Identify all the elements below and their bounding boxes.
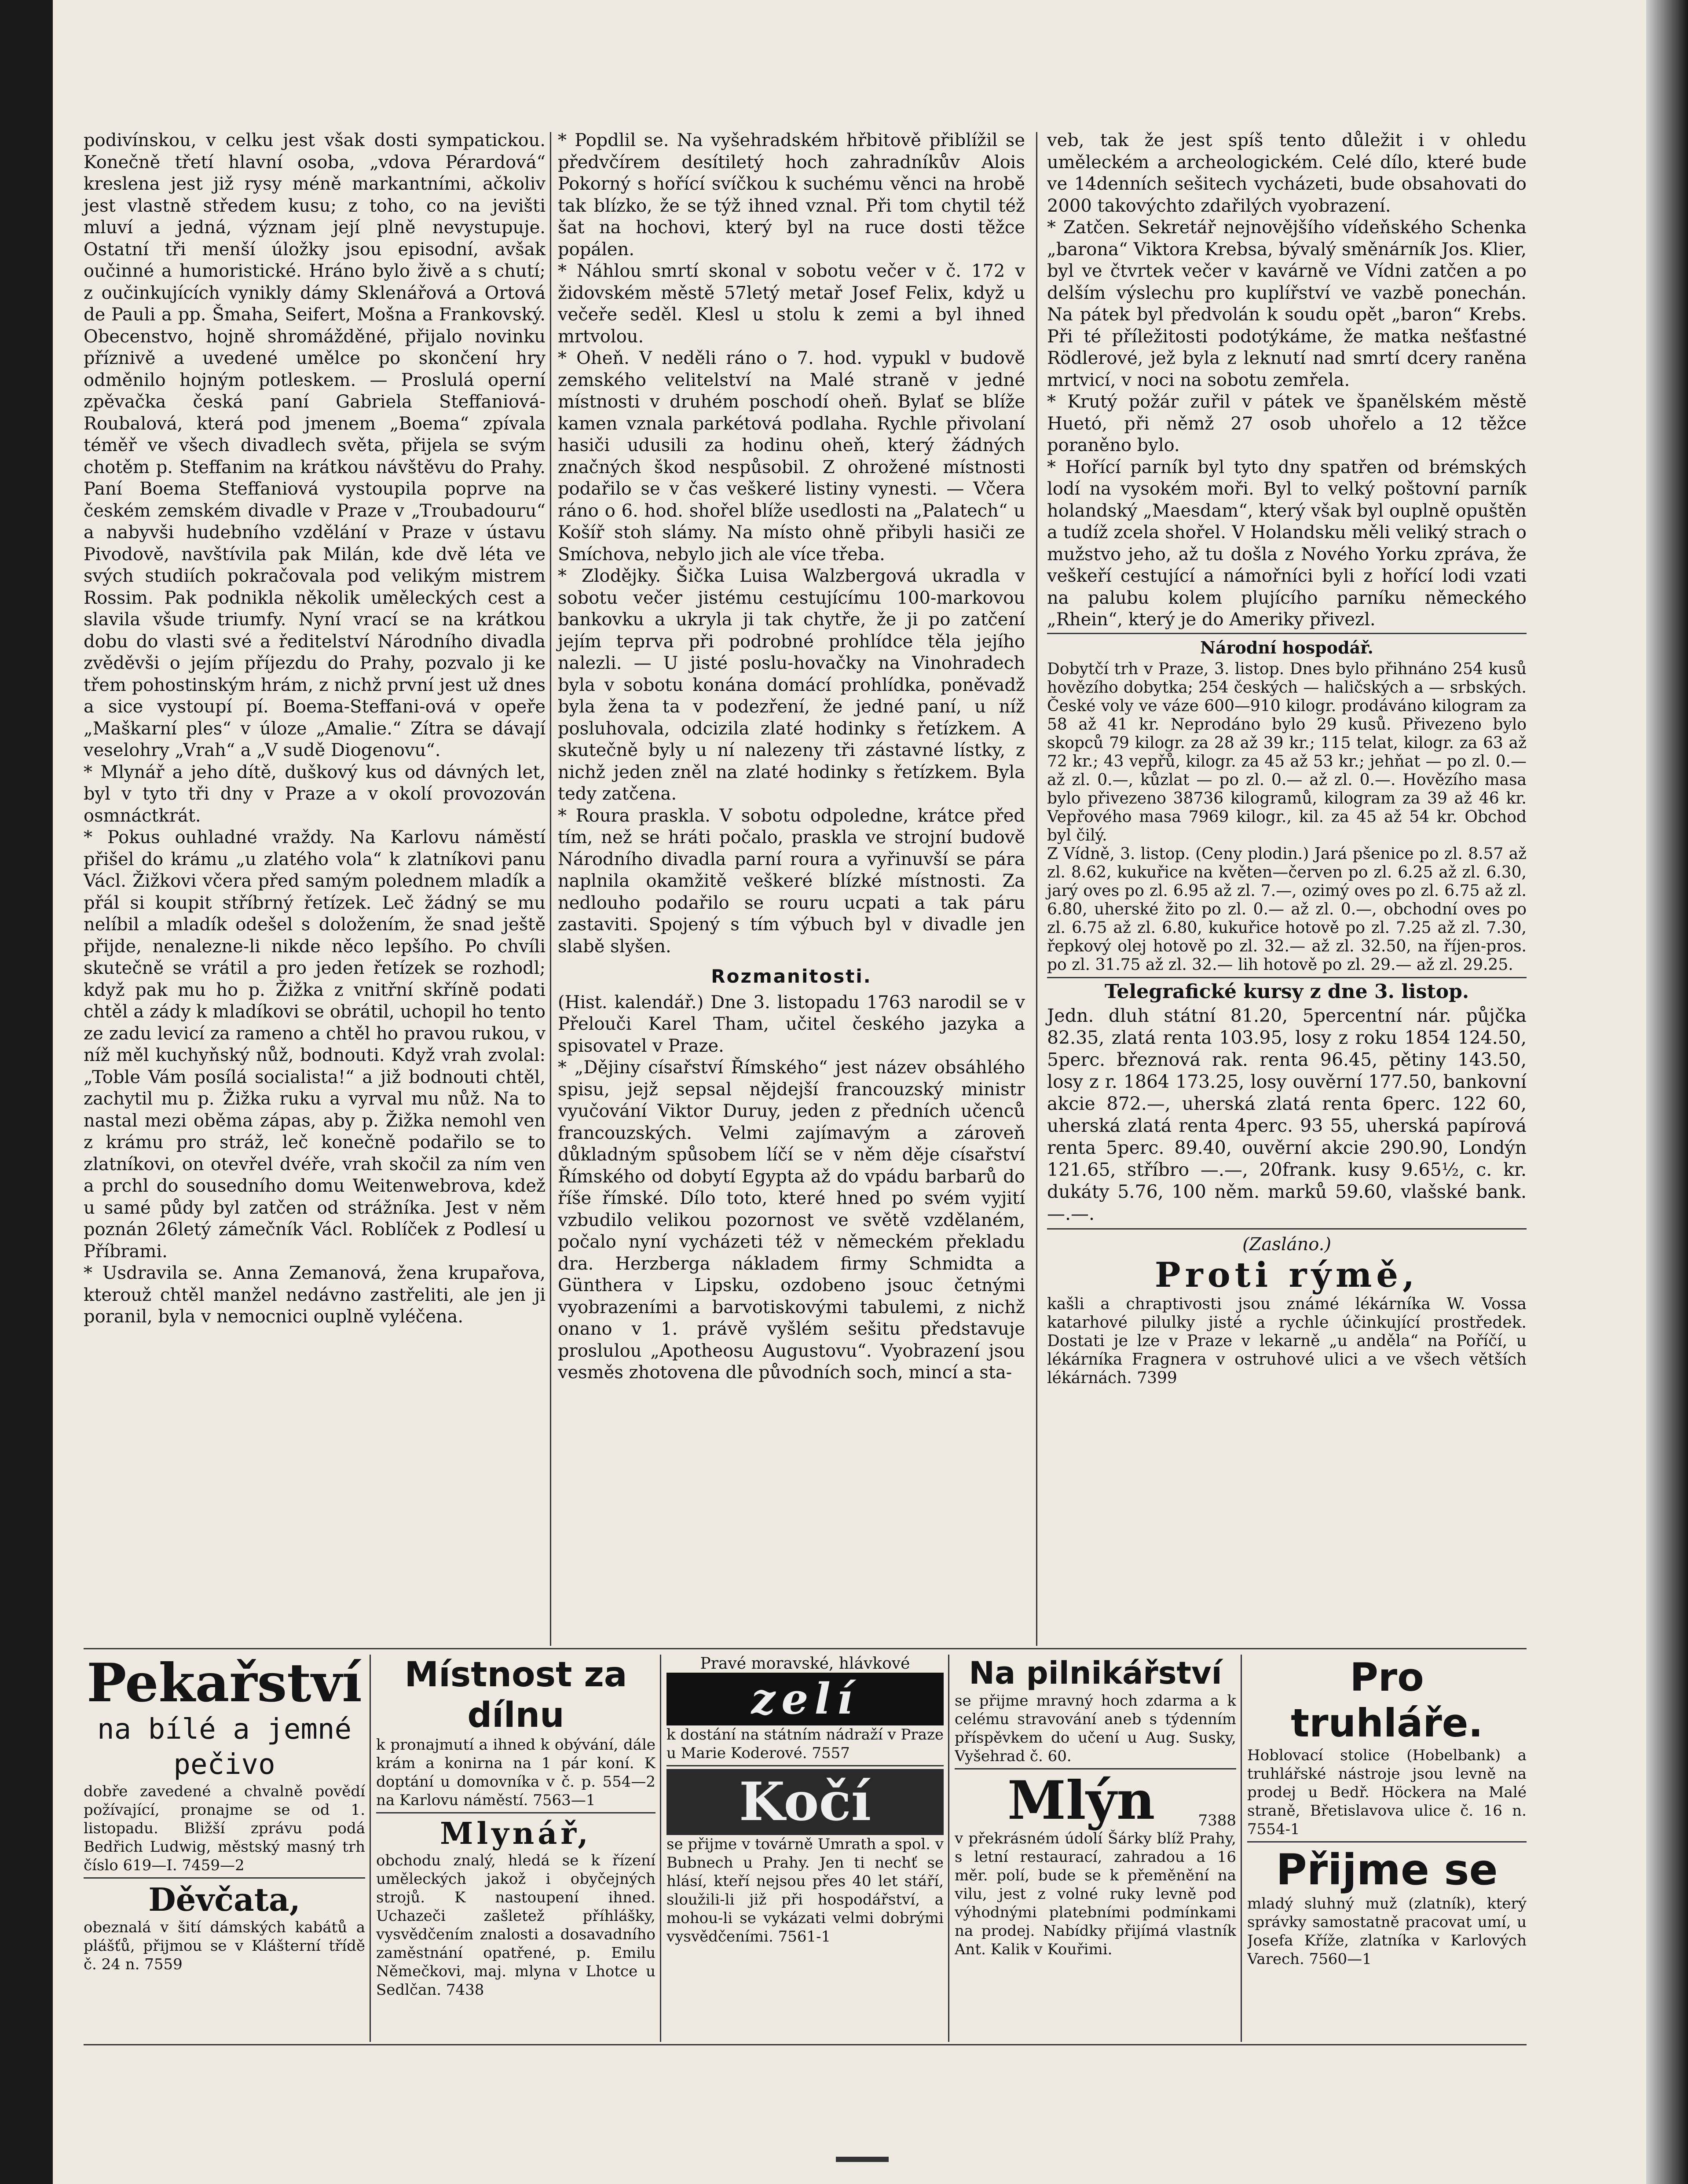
article-paragraph: * Popdlil se. Na vyšehradském hřbitově přiblížil se předvčírem desítiletý hoch zahradníkův Alois Pokorný s hořící svíčkou k suchému věnci na hrobě tak blízko, že se týž ihned vznal. Při tom chytil též šat na hochovi, který byl na ruce dosti těžce popálen. xyxy=(558,130,1025,260)
ad-subtitle: na bílé a jemné pečivo xyxy=(97,1713,352,1781)
ad-header: Pravé moravské, hlávkové xyxy=(700,1655,910,1673)
market-report: Z Vídně, 3. listop. (Ceny plodin.) Jará pšenice po zl. 8.57 až zl. 8.62, kukuřice na květen—červen po zl. 6.25 až zl. 6.30, jarý oves po zl. 6.95 až zl. 7.—, ozimý oves po zl. 6.75 až zl. 6.80, uherské žito po zl. 0.— až zl. 0.—, obchodní oves po zl. 6.75 až zl. 6.80, kukuřice hotově po zl. 7.25 až zl. 7.30, řepkový olej hotově po zl. 32.— až zl. 32.50, na říjen-pros. po zl. 31.75 až zl. 32.— lih hotově po zl. 29.— až zl. 29.25. xyxy=(1047,845,1527,974)
ad-text: obchodu znalý, hledá se k řízení uměleckých jakož i obyčejných strojů. K nastoupení ihned. Uchazeči zašletež příhlášky, vysvědčením znalosti a dosavadního zaměstnání opatřené, p. Emilu Němečkovi, maj. mlyna v Lhotce u Sedlčan. 7438 xyxy=(376,1852,655,1999)
ad-divider xyxy=(1241,1655,1242,2042)
ad-number: 7388 xyxy=(1198,1812,1236,1829)
article-paragraph: (Hist. kalendář.) Dne 3. listopadu 1763 narodil se v Přelouči Karel Tham, učitel českého jazyka a spisovatel v Praze. xyxy=(558,992,1025,1056)
article-paragraph: * Mlynář a jeho dítě, duškový kus od dávných let, byl v tyto tři dny v Praze a v okolí provozován osmnáctkrát. xyxy=(84,762,546,826)
section-divider xyxy=(1047,633,1527,634)
ad-title: Přijme se xyxy=(1276,1845,1498,1894)
article-paragraph: * Roura praskla. V sobotu odpoledne, krátce před tím, než se hráti počalo, praskla ve strojní budově Národního divadla parní roura a vyřinuvší se pára naplnila okamžitě veškeré blízké místnosti. Za nedlouho podařilo se rouru ucpati a tak páru zastaviti. Spojený s tím výbuch byl v divadle jen slabě slyšen. xyxy=(558,805,1025,957)
ad-divider xyxy=(660,1655,661,2042)
scan-right-edge xyxy=(1646,0,1688,2184)
article-paragraph: * Náhlou smrtí skonal v sobotu večer v č. 172 v židovském městě 57letý metař Josef Felix, když u večeře seděl. Klesl u stolu k zemi a byl ihned mrtvolou. xyxy=(558,261,1025,347)
ad-truhlare-prijme xyxy=(1247,1655,1527,2042)
scan-left-edge xyxy=(0,0,53,2184)
ad-title: Na pilnikářství xyxy=(969,1655,1222,1691)
article-paragraph: * Krutý požár zuřil v pátek ve španělském městě Huetó, při němž 27 osob uhořelo a 12 těžce poraněno bylo. xyxy=(1047,392,1527,455)
column-2 xyxy=(558,130,1025,1384)
ad-text: Hoblovací stolice (Hobelbank) a truhlářské nástroje jsou levně na prodej u Bedř. Höckera na Malé straně, Břetislavova ulice č. 16 n. 7554-1 xyxy=(1247,1747,1527,1838)
ad-pilnikarstvi-mlyn xyxy=(955,1655,1236,2042)
ad-title: Místnost za dílnu xyxy=(404,1655,627,1735)
ad-title: Mlýn xyxy=(1007,1769,1155,1832)
article-paragraph: * Pokus ouhladné vraždy. Na Karlovu náměstí přišel do krámu „u zlatého vola“ k zlatníkovi panu Václ. Žižkovi včera před samým polednem mladík a přál si koupit stříbrný řetízek. Leč žádný se mu nelíbil a mladík odešel s doložením, že snad ještě přijde, nenalezne-li nikde něco lepšího. Po chvíli skutečně se vrátil a pro jeden řetízek se rozhodl; když pak mu ho p. Žižka z vnitřní skříně podati chtěl a zády k mladíkovi se obrátil, uchopil ho tento ze zadu levicí za rameno a chtěl ho pravou rukou, v níž měl kuchyňský nůž, bodnouti. Když vrah zvolal: „Toble Vám posílá socialista!“ a již bodnouti chtěl, zachytil mu p. Žižka ruku a vyrval mu nůž. Na to nastal mezi oběma zápas, aby p. Žižka nemohl ven z krámu pro stráž, leč konečně podařilo se to zlatníkovi, on otevřel dvéře, vrah skočil za ním ven a prchl do sousedního domu Weitenwebrova, kdež u samé půdy byl zatčen od strážníka. Jest v něm poznán 26letý zámečník Václ. Roblíček z Podlesí u Příbrami. xyxy=(84,827,546,1262)
ad-text: se přijme mravný hoch zdarma a k celému stravování aneb s týdenním příspěvkem do učení u Aug. Susky, Vyšehrad č. 60. xyxy=(955,1692,1236,1765)
ad-text: obeznalá v šití dámských kabátů a plášťů, přijmou se v Klášterní třídě č. 24 n. 7559 xyxy=(84,1919,365,1973)
ad-text: v překrásném údolí Šárky blíž Prahy, s letní restaurací, zahradou a 16 měr. polí, bude se k přeměnění na vilu, jest z volné ruky levně pod výhodnými platebními podmínkami na prodej. Nabídky přijímá vlastník Ant. Kalik v Kouřimi. xyxy=(955,1830,1236,1958)
article-paragraph: * Zlodějky. Šička Luisa Walzbergová ukradla v sobotu večer jistému cestujícímu 100-markovou bankovku a ukryla ji tak chytře, že ji po zatčení jejím teprva při podrobné prohlídce těla jejího nalezli. — U jisté poslu-hovačky na Vinohradech byla v sobotu konána domácí prohlídka, poněvadž byla žena ta v podezření, že jedné paní, u níž posluhovala, odcizila zlaté hodinky s řetízkem. A skutečně byly u ní nalezeny tři zástavné lístky, z nichž jeden zněl na zlaté hodinky s řetízkem. Byla tedy zatčena. xyxy=(558,566,1025,804)
ad-divider xyxy=(1247,1841,1527,1843)
section-title-hospodar: Národní hospodář. xyxy=(1200,637,1373,657)
article-paragraph: * Zatčen. Sekretář nejnovějšího vídeňského Schenka „barona“ Viktora Krebsa, bývalý směnárník Jos. Klier, byl ve čtvrtek večer v kavárně ve Vídni zatčen a po delším výslechu pro kuplířství ve vazbě ponechán. Na pátek byl předvolán k soudu opět „baron“ Krebs. Při té příležitosti podotýkáme, že matka nešťastné Rödlerové, jež byla z leknutí nad smrtí dcery raněna mrtvicí, v noci na sobotu zemřela. xyxy=(1047,217,1527,390)
ad-title: zelí xyxy=(666,1673,944,1725)
ad-divider xyxy=(666,1765,944,1766)
article-paragraph: * Hořící parník byl tyto dny spatřen od brémských lodí na vysokém moři. Byl to velký poštovní parník holandský „Maesdam“, který však byl ouplně opuštěn a tudíž zcela shořel. V Holandsku měli veliký strach o mužstvo jeho, až tu došla z Nového Yorku zpráva, že veškeří cestující a námořníci byli z hořící lodi vzati na palubu kolem plujícího parníku německého „Rhein“, který je do Ameriky přivezl. xyxy=(1047,457,1527,630)
advertisements xyxy=(84,1655,1527,2042)
footer-mark xyxy=(836,2157,889,2162)
article-paragraph: veb, tak že jest spíš tento důležit i v ohledu uměleckém a archeologickém. Celé dílo, které bude ve 14denních sešitech vycházeti, bude obsahovati do 2000 takovýchto zdařilých vyobrazení. xyxy=(1047,130,1527,216)
ad-pekarstvi xyxy=(84,1655,365,2042)
ad-title: Mlynář, xyxy=(440,1816,592,1851)
section-title-kursy: Telegrafické kursy z dne 3. listop. xyxy=(1104,980,1469,1003)
ads-bottom-rule xyxy=(84,2044,1527,2045)
ad-mistnost xyxy=(376,1655,655,2042)
column-3 xyxy=(1047,130,1527,1387)
ad-text: mladý sluhný muž (zlatník), který správky samostatně pracovat umí, u Josefa Kříže, zlatníka v Karlových Varech. 7560—1 xyxy=(1247,1895,1527,1968)
proti-ryme-headline: Proti rýmě, xyxy=(1154,1255,1419,1295)
article-paragraph: podivínskou, v celku jest však dosti sympatickou. Konečně třetí hlavní osoba, „vdova Pérardová“ kreslena jest již rysy méně markantními, ačkoliv jest vlastně středem kusu; z toho, co na jevišti mluví a jedná, význam její plně nevystupuje. Ostatní tři menší úložky jsou episodní, avšak oučinné a humoristické. Hráno bylo živě a s chutí; z oučinkujících vynikly dámy Sklenářová a Ortová de Pauli a pp. Šmaha, Seifert, Mošna a Frankovský. Obecenstvo, hojně shromážděné, přijalo novinku příznivě a uvedené umělce po skončení hry odměnilo hojným potleskem. — Proslulá operní zpěvačka česká paní Gabriela Steffaniová-Roubalová, která pod jmenem „Boema“ zpívala téměř ve všech divadlech světa, přijela se svým chotěm p. Steffanim na krátkou návštěvu do Prahy. Paní Boema Steffaniová vystoupila poprve na českém zemském divadle v Praze v „Troubadouru“ a nabyvši hudebního vzdělání v Praze v ústavu Pivodově, navštívila pak Milán, kde dvě léta ve svých studiích pokračovala pod velikým mistrem Rossim. Pak podnikla několik uměleckých cest a slavila všude triumfy. Nyní vrací se na krátkou dobu do vlasti své a ředitelství Národního divadla zvěděvši o jejím příjezdu do Prahy, pozvalo ji ke třem pohostinským hrám, z nichž první jest už dnes a sice vystoupí pí. Boema-Steffani-ová v opeře „Maškarní ples“ v úloze „Amalie.“ Zítra se dávají veselohry „Vrah“ a „V sudě Diogenovu“. xyxy=(84,130,546,760)
ad-text: k dostání na státním nádraží v Praze u Marie Koderové. 7557 xyxy=(666,1726,944,1762)
column-divider xyxy=(550,132,551,1646)
ad-text: k pronajmutí a ihned k obývání, dále krám a konirna na 1 pár koní. K doptání u domovníka v č. p. 554—2 na Karlovu náměstí. 7563—1 xyxy=(376,1736,655,1809)
ads-top-rule xyxy=(84,1648,1527,1649)
column-divider xyxy=(1036,132,1037,1646)
ad-title: Kočí xyxy=(666,1769,944,1835)
market-report: Dobytčí trh v Praze, 3. listop. Dnes bylo přihnáno 254 kusů hovězího dobytka; 254 českých — haličských a — srbských. České voly ve váze 600—910 kilogr. prodáváno kilogram za 58 až 41 kr. Neprodáno bylo 29 kusů. Přivezeno bylo skopců 79 kilogr. za 28 až 39 kr.; 115 telat, kilogr. za 63 až 72 kr.; 43 vepřů, kilogr. za 45 až 53 kr.; jehňat — po zl. 0.— až zl. 0.—, kůzlat — po zl. 0.— až zl. 0.—. Hovězího masa bylo přivezeno 38736 kilogramů, kilogram za 39 až 46 kr. Vepřového masa 7969 kilogr., kil. za 45 až 54 kr. Obchod byl čilý. xyxy=(1047,660,1527,844)
ad-title: Pekařství xyxy=(87,1655,362,1714)
ad-text: dobře zavedené a chvalně povědí požívající, pronajme se od 1. listopadu. Bližší zprávu podá Bedřich Ludwig, městský masný trh číslo 619—I. 7459—2 xyxy=(84,1783,365,1874)
article-paragraph: * „Dějiny císařství Římského“ jest název obsáhlého spisu, jejž sepsal nějdejší francouzský ministr vyučování Viktor Duruy, jeden z předních učenců francouzských. Velmi zajímavým a zároveň důkladným spůsobem líčí se v něm děje císařství Římského od dobytí Egypta až do vpádu barbarů do říše římské. Dílo toto, které hned po svém vyjití vzbudilo velikou pozornost ve světě vzdělaném, počalo nyní vycházeti též v německém překladu dra. Herzberga nákladem firmy Schmidta a Günthera v Lipsku, ozdobeno jsouc četnými vyobrazeními a barvotiskovými tabulemi, z nichž onano v 1. právě vyšlém sešitu představuje proslulou „Apotheosu Augustovu“. Vyobrazení jsou vesměs zhotovena dle původních soch, mincí a sta- xyxy=(558,1057,1025,1383)
section-divider xyxy=(1047,977,1527,978)
ad-title: Děvčata, xyxy=(148,1881,300,1918)
ad-title-row xyxy=(955,1769,1236,1832)
ad-divider xyxy=(948,1655,949,2042)
proti-ryme-text: kašli a chraptivosti jsou známé lékárníka W. Vossa katarhové pilulky jisté a rychle účinkující prostředek. Dostati je lze v Praze v lekarně „u anděla“ na Poříčí, u lékárníka Fragnera v ostruhové ulici a ve všech větších lékárnách. 7399 xyxy=(1047,1295,1527,1387)
ad-zeli-koci xyxy=(666,1655,944,2042)
section-divider xyxy=(1047,1228,1527,1230)
article-paragraph: * Oheň. V neděli ráno o 7. hod. vypukl v budově zemského velitelství na Malé straně v jedné místnosti v druhém poschodí oheň. Bylať se blíže kamen vznala parkétová podlaha. Rychle přivolaní hasiči udusili za hodinu oheň, který žádných značných škod nespůsobil. Z ohrožené místnosti podařilo se v čas veškeré listiny vynesti. — Včera ráno o 6. hod. shořel blíže usedlosti na „Palatech“ u Košíř stoh slámy. Na místo ohně přibyli hasiči ze Smíchova, nebylo jich ale více třeba. xyxy=(558,348,1025,565)
ad-divider xyxy=(376,1812,655,1813)
column-1 xyxy=(84,130,546,1328)
ad-title: Pro truhláře. xyxy=(1291,1655,1483,1746)
ad-text: se přijme v továrně Umrath a spol. v Bubnech u Prahy. Jen ti nechť se hlásí, kteří nejsou přes 40 let stáří, sloužili-li již při hospodářství, a mohou-li se vykázati velmi dobrými vysvědčeními. 7561-1 xyxy=(666,1835,944,1945)
zaslano-label: (Zasláno.) xyxy=(1242,1234,1331,1255)
ad-divider xyxy=(370,1655,371,2042)
article-paragraph: * Usdravila se. Anna Zemanová, žena krupařova, kterouž chtěl manžel nedávno zastřeliti, ale jen ji poranil, byla v nemocnici ouplně vyléčena. xyxy=(84,1263,546,1327)
exchange-rates: Jedn. dluh státní 81.20, 5percentní nár. půjčka 82.35, zlatá renta 103.95, losy z roku 1854 124.50, 5perc. březnová rak. renta 96.45, pětiny 143.50, losy z r. 1864 173.25, losy ouvěrní 177.50, bankovní akcie 872.—, uherská zlatá renta 6perc. 122 60, uherská zlatá renta 4perc. 93 55, uherská papírová renta 5perc. 89.40, ouvěrní akcie 290.90, Londýn 121.65, stříbro —.—, 20frank. kusy 9.65½, c. kr. dukáty 5.76, 100 něm. marků 59.60, vlašské bank. —.—. xyxy=(1047,1005,1527,1224)
section-title-rozmanitosti: Rozmanitosti. xyxy=(711,965,872,987)
ad-divider xyxy=(84,1877,365,1879)
